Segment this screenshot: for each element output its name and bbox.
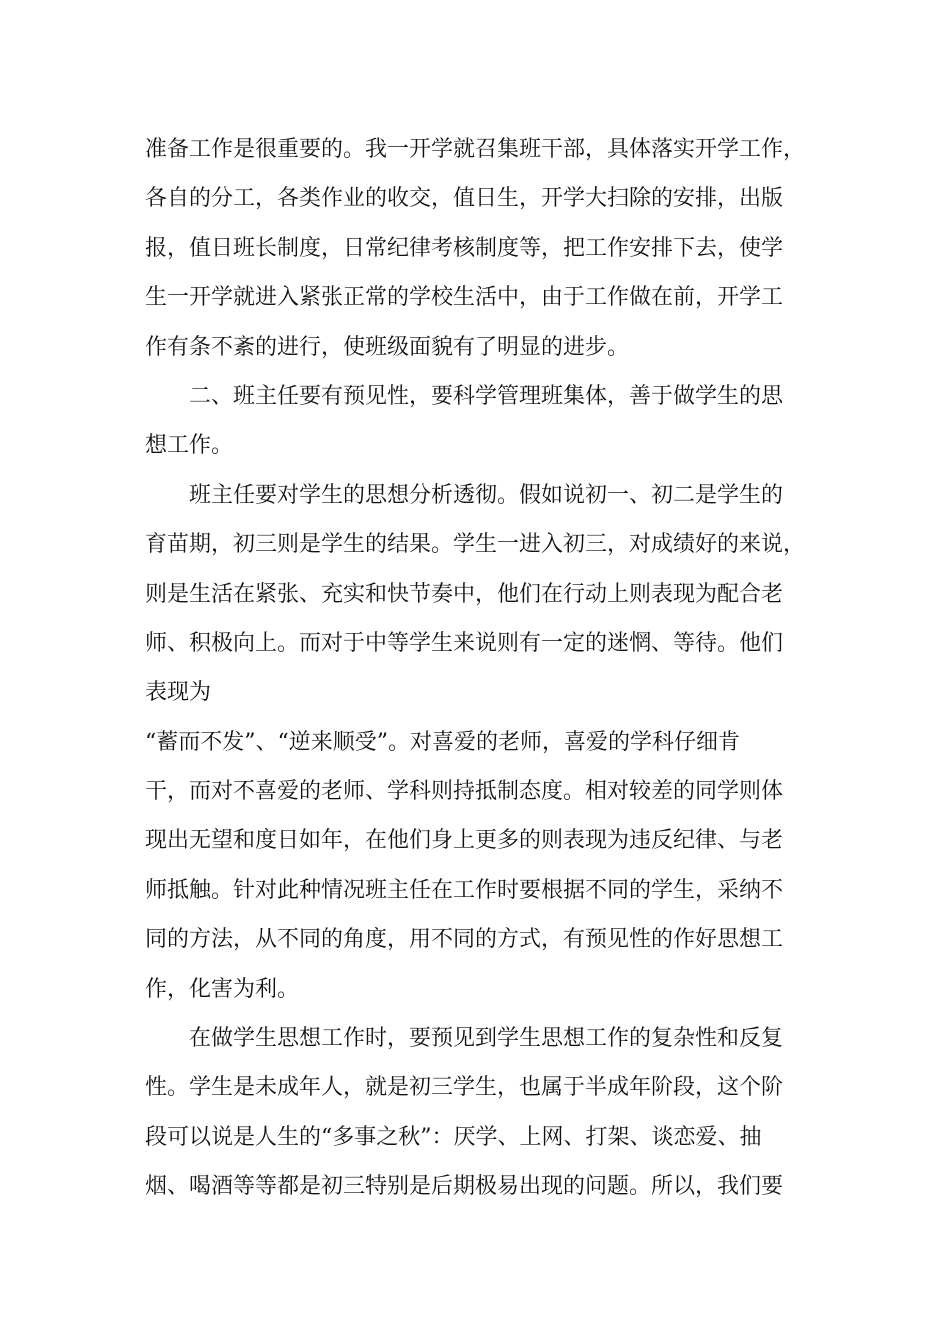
text-line: 准备工作是很重要的。我一开学就召集班干部，具体落实开学工作， <box>145 137 806 162</box>
text-line: 干，而对不喜爱的老师、学科则持抵制态度。相对较差的同学则体 <box>145 779 784 805</box>
text-line: 报，值日班长制度，日常纪律考核制度等，把工作安排下去，使学 <box>145 235 784 261</box>
text-line: 表现为 <box>145 680 212 706</box>
text-line: “蓄而不发”、“逆来顺受”。对喜爱的老师，喜爱的学科仔细肯 <box>145 729 740 755</box>
body-text <box>145 125 845 1212</box>
text-line: 生一开学就进入紧张正常的学校生活中，由于工作做在前，开学工 <box>145 285 784 311</box>
text-line: 烟、喝酒等等都是初三特别是后期极易出现的问题。所以，我们要 <box>145 1174 784 1200</box>
text-line: 段可以说是人生的“多事之秋”：厌学、上网、打架、谈恋爱、抽 <box>145 1124 762 1150</box>
text-line: 二、班主任要有预见性，要科学管理班集体，善于做学生的思 <box>189 383 784 409</box>
text-line: 想工作。 <box>145 433 234 459</box>
text-line: 则是生活在紧张、充实和快节奏中，他们在行动上则表现为配合老 <box>145 581 784 607</box>
text-line: 性。学生是未成年人，就是初三学生，也属于半成年阶段，这个阶 <box>145 1075 784 1101</box>
text-line: 作，化害为利。 <box>145 976 300 1002</box>
text-line: 现出无望和度日如年，在他们身上更多的则表现为违反纪律、与老 <box>145 828 784 854</box>
text-line: 班主任要对学生的思想分析透彻。假如说初一、初二是学生的 <box>189 482 784 508</box>
text-line: 同的方法，从不同的角度，用不同的方式，有预见性的作好思想工 <box>145 927 784 953</box>
text-line: 师、积极向上。而对于中等学生来说则有一定的迷惘、等待。他们 <box>145 630 784 656</box>
text-line: 师抵触。针对此种情况班主任在工作时要根据不同的学生，采纳不 <box>145 877 784 903</box>
text-line: 育苗期，初三则是学生的结果。学生一进入初三，对成绩好的来说， <box>145 532 806 558</box>
text-line: 在做学生思想工作时，要预见到学生思想工作的复杂性和反复 <box>189 1026 784 1052</box>
text-line: 各自的分工，各类作业的收交，值日生，开学大扫除的安排，出版 <box>145 186 784 212</box>
text-line: 作有条不紊的进行，使班级面貌有了明显的进步。 <box>145 334 630 360</box>
